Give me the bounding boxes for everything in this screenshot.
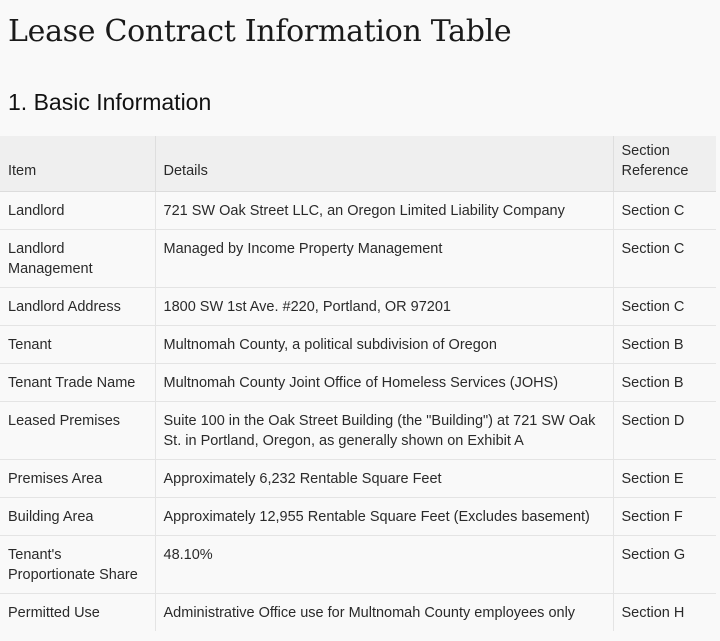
cell-section: Section H bbox=[613, 593, 716, 631]
table-row bbox=[0, 497, 716, 535]
table-row bbox=[0, 401, 716, 459]
section-heading: 1. Basic Information bbox=[8, 89, 212, 115]
table-row bbox=[0, 325, 716, 363]
cell-item: Landlord bbox=[0, 191, 155, 229]
table-row bbox=[0, 459, 716, 497]
lease-info-table bbox=[0, 136, 716, 631]
header-item: Item bbox=[0, 136, 155, 191]
cell-item: Permitted Use bbox=[0, 593, 155, 631]
cell-section: Section D bbox=[613, 401, 716, 459]
cell-item: Landlord Management bbox=[0, 229, 155, 287]
cell-details: Approximately 6,232 Rentable Square Feet bbox=[155, 459, 613, 497]
cell-item: Tenant bbox=[0, 325, 155, 363]
cell-section: Section B bbox=[613, 325, 716, 363]
table-row bbox=[0, 593, 716, 631]
cell-item: Tenant Trade Name bbox=[0, 363, 155, 401]
cell-item: Building Area bbox=[0, 497, 155, 535]
cell-details: Suite 100 in the Oak Street Building (the "Building") at 721 SW Oak St. in Portland, Oregon, as generally shown on Exhibit A bbox=[155, 401, 613, 459]
cell-section: Section G bbox=[613, 535, 716, 593]
table-row bbox=[0, 287, 716, 325]
table-row bbox=[0, 535, 716, 593]
page-title: Lease Contract Information Table bbox=[8, 14, 512, 49]
cell-section: Section F bbox=[613, 497, 716, 535]
table-row bbox=[0, 191, 716, 229]
cell-section: Section C bbox=[613, 287, 716, 325]
cell-details: 1800 SW 1st Ave. #220, Portland, OR 97201 bbox=[155, 287, 613, 325]
cell-section: Section E bbox=[613, 459, 716, 497]
cell-details: Multnomah County, a political subdivision of Oregon bbox=[155, 325, 613, 363]
cell-details: Managed by Income Property Management bbox=[155, 229, 613, 287]
cell-section: Section C bbox=[613, 191, 716, 229]
table-header-row bbox=[0, 136, 716, 191]
table-row bbox=[0, 229, 716, 287]
table-row bbox=[0, 363, 716, 401]
cell-details: 721 SW Oak Street LLC, an Oregon Limited Liability Company bbox=[155, 191, 613, 229]
cell-details: Administrative Office use for Multnomah County employees only bbox=[155, 593, 613, 631]
header-section-reference: Section Reference bbox=[613, 136, 716, 191]
cell-item: Leased Premises bbox=[0, 401, 155, 459]
cell-details: 48.10% bbox=[155, 535, 613, 593]
cell-details: Multnomah County Joint Office of Homeless Services (JOHS) bbox=[155, 363, 613, 401]
cell-section: Section B bbox=[613, 363, 716, 401]
cell-item: Premises Area bbox=[0, 459, 155, 497]
cell-details: Approximately 12,955 Rentable Square Feet (Excludes basement) bbox=[155, 497, 613, 535]
header-details: Details bbox=[155, 136, 613, 191]
cell-section: Section C bbox=[613, 229, 716, 287]
cell-item: Tenant's Proportionate Share bbox=[0, 535, 155, 593]
cell-item: Landlord Address bbox=[0, 287, 155, 325]
